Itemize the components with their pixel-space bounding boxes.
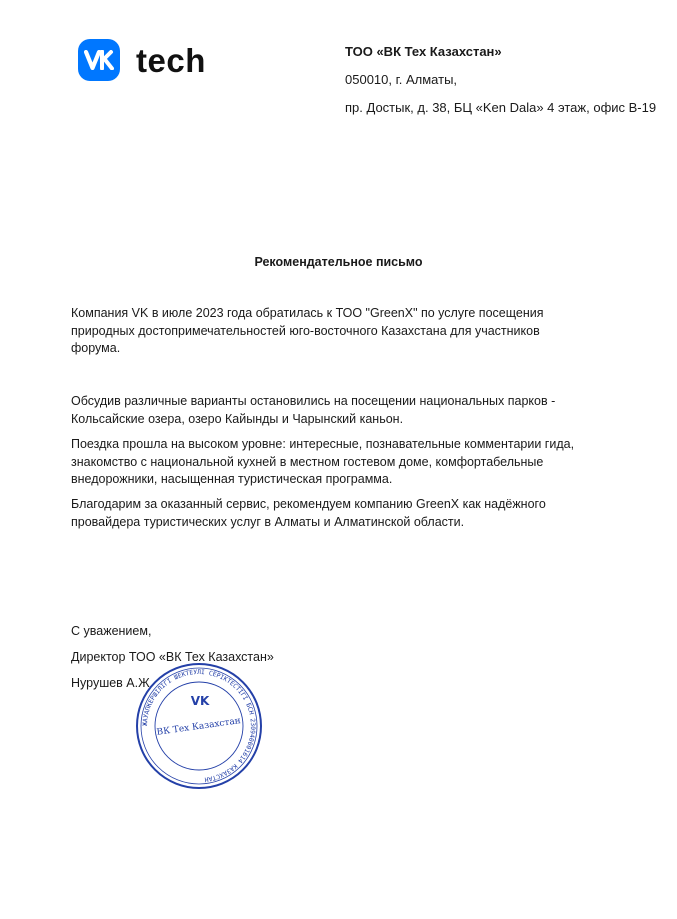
stamp-vk-logo: VK bbox=[190, 694, 210, 708]
company-stamp bbox=[134, 661, 264, 791]
letter-paragraph-3: Поездка прошла на высоком уровне: интересные, познавательные комментарии гида, знакомство с национальной кухней в местном гостевом доме, комфортабельные внедорожники, насыщенная туристическая программа. bbox=[71, 437, 575, 486]
stamp-ring-text: ЖАУАПКЕРШІЛІГІ ШЕКТЕУЛІ СЕРІКТЕСТІГІ БСН 230940001614 КАЗАХСТАН bbox=[141, 668, 257, 783]
vk-logo-icon bbox=[78, 39, 120, 81]
signer-position: Директор ТОО «ВК Тех Казахстан» bbox=[71, 650, 274, 664]
closing-line: С уважением, bbox=[71, 624, 152, 638]
sender-city-line: 050010, г. Алматы, bbox=[345, 72, 458, 87]
logo-wordmark: tech bbox=[136, 41, 206, 79]
sender-company-name: ТОО «ВК Тех Казахстан» bbox=[345, 44, 502, 59]
signer-name: Нурушев А.Ж. bbox=[71, 676, 154, 690]
letter-paragraph-2: Обсудив различные варианты остановились на посещении национальных парков - Кольсайские озера, озеро Кайынды и Чарынский каньон. bbox=[71, 394, 556, 426]
letter-title: Рекомендательное письмо bbox=[254, 255, 423, 269]
letter-paragraph-4: Благодарим за оказанный сервис, рекомендуем компанию GreenX как надёжного провайдера туристических услуг в Алматы и Алматинской области. bbox=[71, 497, 546, 529]
sender-address-block bbox=[345, 38, 656, 122]
stamp-center-text: ВК Тех Казахстан bbox=[156, 716, 242, 738]
sender-street-line: пр. Достык, д. 38, БЦ «Ken Dala» 4 этаж, офис В-19 bbox=[345, 100, 657, 115]
company-logo bbox=[78, 38, 206, 82]
letter-paragraph-1: Компания VK в июле 2023 года обратилась к ТОО "GreenX" по услуге посещения природных достопримечательностей юго-восточного Казахстана для участников форума. bbox=[71, 306, 544, 355]
